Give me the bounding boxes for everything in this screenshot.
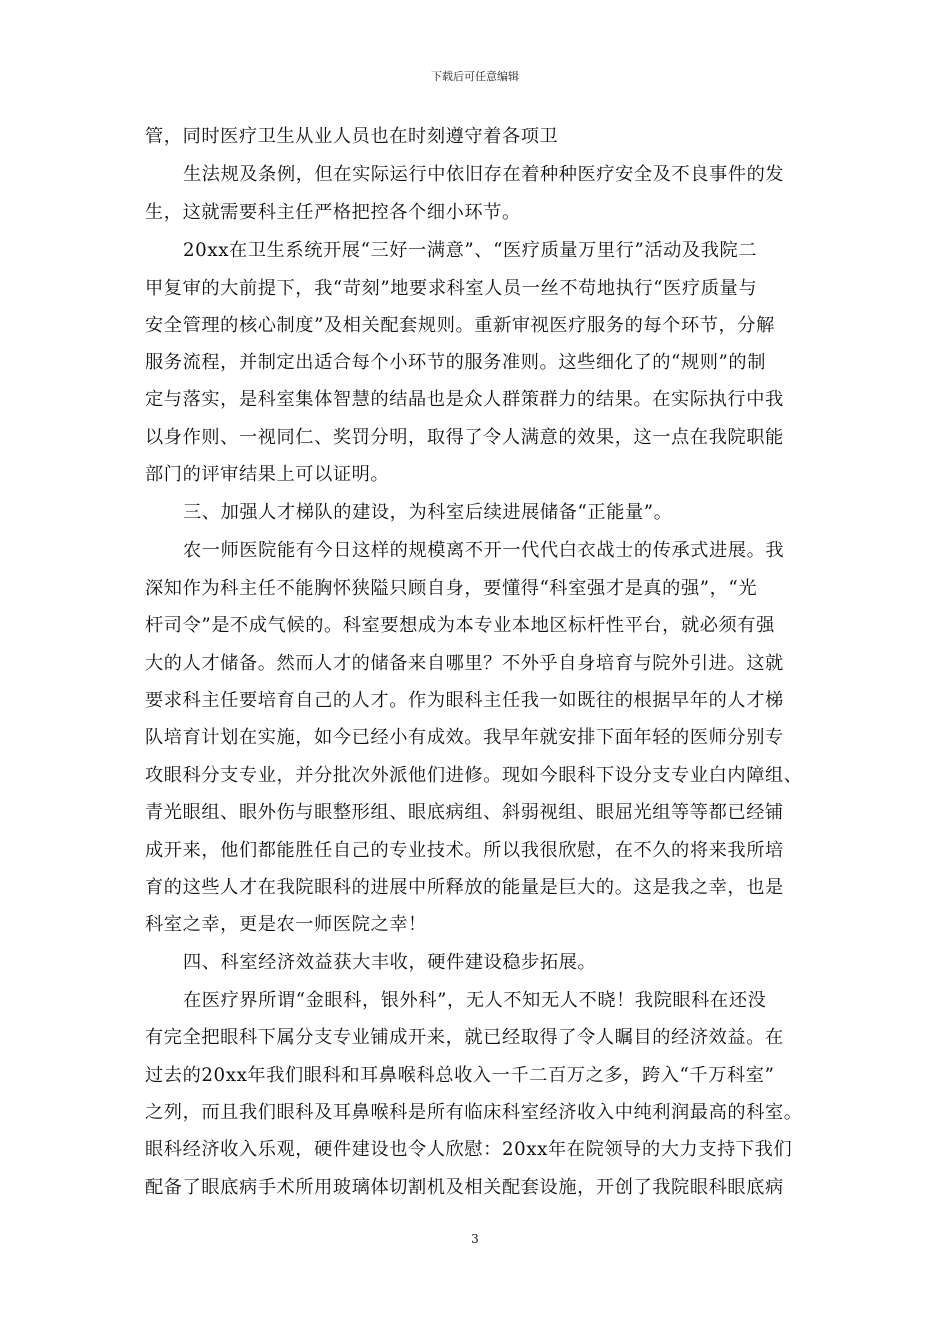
text-line: 部门的评审结果上可以证明。 [145, 464, 390, 485]
text-line: 科室之幸，更是农一师医院之幸！ [145, 914, 427, 935]
text-line: 农一师医院能有今日这样的规模离不开一代代白衣战士的传承式进展。我 [183, 540, 785, 561]
text-line: 过去的20xx年我们眼科和耳鼻喉科总收入一千二百万之多，跨入“千万科室” [145, 1065, 775, 1086]
text-line: 杆司令”是不成气候的。科室要想成为本专业本地区标杆性平台，就必须有强 [145, 615, 775, 636]
text-line: 成开来，他们都能胜任自己的专业技术。所以我很欣慰，在不久的将来我所培 [145, 840, 784, 861]
text-line: 服务流程，并制定出适合每个小环节的服务准则。这些细化了的“规则”的制 [145, 352, 766, 373]
text-line: 生，这就需要科主任严格把控各个细小环节。 [145, 202, 521, 223]
text-line: 定与落实，是科室集体智慧的结晶也是众人群策群力的结果。在实际执行中我 [145, 389, 784, 410]
text-line: 在医疗界所谓“金眼科，银外科”，无人不知无人不晓！我院眼科在还没 [183, 990, 767, 1011]
page-header: 下载后可任意编辑 [431, 70, 519, 83]
page-number: 3 [471, 1232, 479, 1246]
section-heading: 四、科室经济效益获大丰收，硬件建设稳步拓展。 [183, 952, 597, 973]
text-line: 青光眼组、眼外伤与眼整形组、眼底病组、斜弱视组、眼屈光组等等都已经铺 [145, 802, 784, 823]
text-line: 之列，而且我们眼科及耳鼻喉科是所有临床科室经济收入中纯利润最高的科室。 [145, 1102, 803, 1123]
text-line: 攻眼科分支专业，并分批次外派他们进修。现如今眼科下设分支专业白内障组、 [145, 765, 803, 786]
text-line: 甲复审的大前提下，我“苛刻”地要求科室人员一丝不苟地执行“医疗质量与 [145, 278, 758, 299]
text-line: 大的人才储备。然而人才的储备来自哪里？不外乎自身培育与院外引进。这就 [145, 653, 784, 674]
text-line: 管，同时医疗卫生从业人员也在时刻遵守着各项卫 [145, 126, 559, 147]
text-line: 育的这些人才在我院眼科的进展中所释放的能量是巨大的。这是我之幸，也是 [145, 877, 784, 898]
text-line: 以身作则、一视同仁、奖罚分明，取得了令人满意的效果，这一点在我院职能 [145, 427, 784, 448]
text-line: 深知作为科主任不能胸怀狭隘只顾自身，要懂得“科室强才是真的强”，“光 [145, 578, 758, 599]
text-line: 眼科经济收入乐观，硬件建设也令人欣慰：20xx年在院领导的大力支持下我们 [145, 1139, 793, 1160]
section-heading: 三、加强人才梯队的建设，为科室后续进展储备“正能量”。 [183, 502, 673, 523]
text-line: 20xx在卫生系统开展“三好一满意”、“医疗质量万里行”活动及我院二 [183, 240, 758, 261]
text-line: 生法规及条例，但在实际运行中依旧存在着种种医疗安全及不良事件的发 [183, 164, 785, 185]
text-line: 队培育计划在实施，如今已经小有成效。我早年就安排下面年轻的医师分别专 [145, 727, 784, 748]
text-line: 要求科主任要培育自己的人才。作为眼科主任我一如既往的根据早年的人才梯 [145, 690, 784, 711]
text-line: 配备了眼底病手术所用玻璃体切割机及相关配套设施，开创了我院眼科眼底病 [145, 1177, 784, 1198]
text-line: 安全管理的核心制度”及相关配套规则。重新审视医疗服务的每个环节，分解 [145, 315, 775, 336]
text-line: 有完全把眼科下属分支专业铺成开来，就已经取得了令人瞩目的经济效益。在 [145, 1027, 784, 1048]
